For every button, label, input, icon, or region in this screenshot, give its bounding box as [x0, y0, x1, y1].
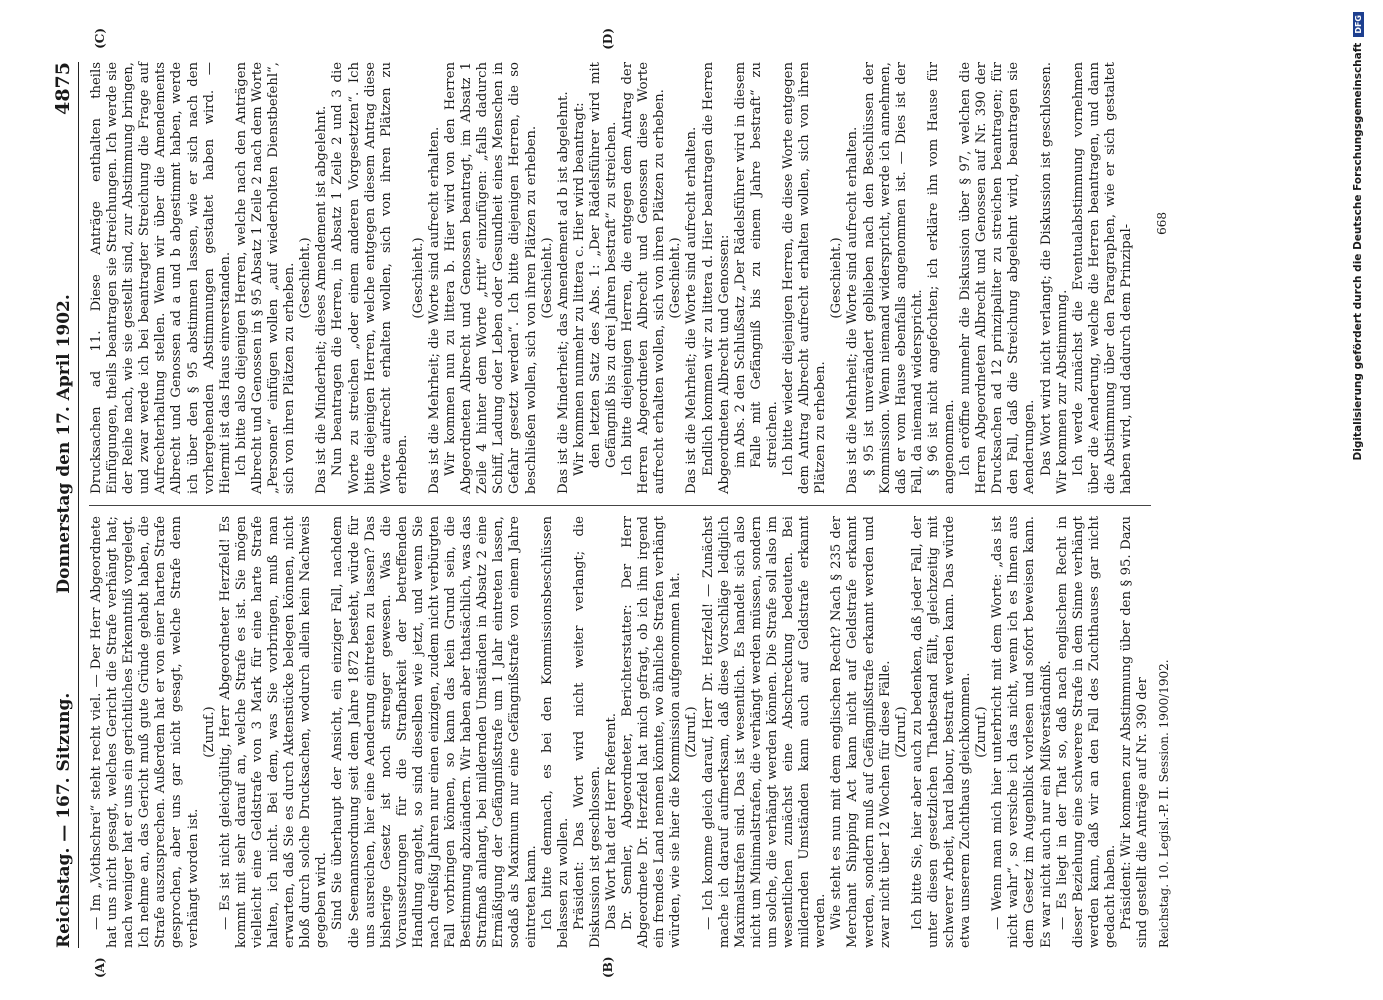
paragraph: — Ich komme gleich darauf, Herr Dr. Herzfeld! — Zunächst mache ich darauf aufmerksam, daß diese Vorschläge lediglich Maximalstrafen sind. Das ist wesentlich. Es handelt sich also nicht um Minimalstrafen, die verhängt werden müssen, sondern um solche, die verhängt werden können. Die Strafe soll also im wesentlichen zunächst eine Abschreckung bedeuten. Bei mildernden Umständen kann auch auf Geldstrafe erkannt werden.	[700, 516, 829, 948]
paragraph: Ich bitte wieder diejenigen Herren, die diese Worte entgegen dem Antrag Albrecht aufrecht erhalten wollen, sich von ihren Plätzen zu erheben.	[781, 62, 829, 494]
paragraph: Ich bitte Sie, hier aber auch zu bedenken, daß jeder Fall, der unter diesen gesetzlichen Thatbestand fällt, gleichzeitig mit schwerer Arbeit, hard labour, bestraft werden kann. Das würde etwa unserem Zuchthaus gleichkommen.	[909, 516, 974, 948]
paragraph: — Es ist nicht gleichgültig, Herr Abgeordneter Herzfeld! Es kommt mit sehr darauf an, welche Strafe es ist. Sie mögen vielleicht eine Geldstrafe von 3 Mark für eine harte Strafe halten, ich nicht. Bei dem, was Sie vorbringen, muß man erwarten, daß Sie es durch Aktenstücke belegen können, nicht bloß durch solche Drucksachen, wodurch allein kein Nachweis gegeben wird.	[217, 516, 330, 948]
paragraph: § 96 ist nicht angefochten; ich erkläre ihn vom Hause für angenommen.	[925, 62, 957, 494]
paragraph: Das Wort wird nicht verlangt; die Diskussion ist geschlossen. Wir kommen zur Abstimmung.	[1038, 62, 1070, 494]
paragraph: Ich eröffne nunmehr die Diskussion über § 97, welchen die Herren Abgeordneten Albrecht und Genossen auf Nr. 390 der Drucksachen ad 12 prinzipaliter zu streichen beantragen; für den Fall, daß die Streichung abgelehnt wird, beantragen sie Aenderungen.	[958, 62, 1038, 494]
interjection: (Geschieht.)	[410, 237, 426, 319]
paragraph: Wir kommen nun zu littera b. Hier wird von den Herren Abgeordneten Albrecht und Genossen beantragt, im Absatz 1 Zeile 4 hinter dem Worte „tritt“ einzufügen: „falls dadurch Schiff, Ladung oder Leben oder Gesundheit eines Menschen in Gefahr gesetzt werden“. Ich bitte diejenigen Herren, die so beschließen wollen, sich von ihren Plätzen zu erheben.	[443, 62, 539, 494]
interjection: (Geschieht.)	[668, 237, 684, 319]
margin-marker-d: (D)	[601, 28, 615, 50]
interjection: (Zuruf.)	[201, 706, 217, 758]
margin-marker-a: (A)	[93, 957, 107, 978]
credit-text: Digitalisierung gefördert durch die Deutsche Forschungsgemeinschaft	[1352, 42, 1364, 461]
page-header	[44, 62, 79, 948]
interjection: (Zuruf.)	[684, 706, 700, 758]
paragraph: Ich bitte diejenigen Herren, die entgegen dem Antrag der Herren Abgeordneten Albrecht und Genossen diese Worte aufrecht erhalten wollen, sich von ihren Plätzen zu erheben.	[620, 62, 668, 494]
paragraph: Drucksachen ad 11. Diese Anträge enthalten theils Einfügungen, theils beantragen sie Streichungen. Ich werde sie der Reihe nach, wie sie gestellt sind, zur Abstimmung bringen, und zwar werde ich bei beantragter Streichung die Frage auf Aufrechterhaltung stellen. Wenn wir über die Amendements Albrecht und Genossen ad a und b abgestimmt haben, werde ich über den § 95 abstimmen lassen, wie er sich nach den vorhergehenden Abstimmungen gestaltet haben wird. — Hiermit ist das Haus einverstanden.	[89, 62, 233, 494]
header-date: Donnerstag den 17. April 1902.	[54, 294, 74, 594]
interjection: (Geschieht.)	[829, 237, 845, 319]
paragraph: Ich bitte also diejenigen Herren, welche nach den Anträgen Albrecht und Genossen in § 95 Absatz 1 Zeile 2 nach dem Worte „Personen“ einfügen wollen „auf wiederholten Dienstbefehl“, sich von ihren Plätzen zu erheben.	[233, 62, 298, 494]
right-column	[89, 28, 1151, 494]
paragraph: Präsident: Wir kommen zur Abstimmung über den § 95. Dazu sind gestellt die Anträge auf Nr. 390 der	[1119, 516, 1151, 948]
paragraph: — Wenn man mich hier unterbricht mit dem Worte: „das ist nicht wahr“, so versiche ich das nicht, wenn ich es Ihnen aus dem Gesetz im Augenblick vorlesen und sofort beweisen kann. Es war nicht auch nur ein Mißverständniß.	[990, 516, 1054, 948]
text-columns	[89, 28, 1151, 978]
paragraph: Präsident: Das Wort wird nicht weiter verlangt; die Diskussion ist geschlossen.	[571, 516, 603, 948]
margin-marker-b: (B)	[601, 956, 615, 978]
interjection: (Geschieht.)	[298, 237, 314, 319]
paragraph: Ich bitte demnach, es bei den Kommissionsbeschlüssen belassen zu wollen.	[539, 516, 571, 948]
paragraph: Dr. Semler, Abgeordneter, Berichterstatter: Der Herr Abgeordnete Dr. Herzfeld hat mich gefragt, ob ich ihm irgend ein fremdes Land nennen könnte, wo ähnliche Strafen verhängt würden, wie sie hier die Kommission aufgenommen hat.	[620, 516, 684, 948]
header-page-number: 4875	[52, 62, 74, 115]
left-column	[89, 516, 1151, 978]
page-footer	[1157, 62, 1171, 948]
paragraph: Sind Sie überhaupt der Ansicht, ein einziger Fall, nachdem die Seemannsordnung seit dem Jahre 1872 besteht, würde für uns ausreichen, hier eine Aenderung eintreten zu lassen? Das bisherige Gesetz ist noch strenger gewesen. Was die Voraussetzungen für die Strafbarkeit der betreffenden Handlung angeht, so sind dieselben wie jetzt, und wenn Sie nach dreißig Jahren nur einen einzigen, zudem nicht verbürgten Fall vorbringen können, so kann das kein Grund sein, die Bestimmung abzuändern. Wir haben aber thatsächlich, was das Strafmaß anlangt, bei mildernden Umständen in Absatz 2 eine Ermäßigung der Gefängnißstrafe um 1 Jahr eintreten lassen, sodaß als Maximum nur eine Gefängnißstrafe von einem Jahre eintreten kann.	[330, 516, 539, 948]
paragraph: Das ist die Mehrheit; die Worte sind aufrecht erhalten.	[845, 126, 861, 494]
paragraph: § 95 ist unverändert geblieben nach den Beschlüssen der Kommission. Wenn niemand widerspricht, werde ich annehmen, daß er vom Hause ebenfalls angenommen ist. — Dies ist der Fall, da niemand widerspricht.	[861, 62, 925, 494]
quoted-motion: im Abs. 2 den Schlußsatz „Der Rädelsführer wird in diesem Falle mit Gefängniß bis zu einem Jahre bestraft“ zu streichen.	[732, 62, 780, 468]
paragraph: Endlich kommen wir zu littera d. Hier beantragen die Herren Abgeordneten Albrecht und Genossen:	[700, 62, 732, 494]
interjection: (Geschieht.)	[539, 237, 555, 319]
quoted-motion: den letzten Satz des Abs. 1: „Der Rädelsführer wird mit Gefängniß bis zu drei Jahren bestraft“ zu streichen.	[587, 62, 619, 468]
dfg-logo: DFG	[1353, 12, 1364, 37]
digitization-credit	[1351, 12, 1365, 982]
header-session: Reichstag. — 167. Sitzung.	[54, 692, 74, 948]
paragraph: Das ist die Mehrheit; die Worte sind aufrecht erhalten.	[684, 126, 700, 494]
paragraph: Das ist die Mehrheit; die Worte sind aufrecht erhalten.	[426, 126, 442, 494]
margin-marker-c: (C)	[93, 28, 107, 49]
paragraph: — Im „Vothschrei“ steht recht viel. — Der Herr Abgeordnete hat uns nicht gesagt, welches Gericht die Strafe verhängt hat; nach weniger hat er uns ein gerichtliches Erkenntniß vorgelegt. Ich nehme an, das Gericht muß gute Gründe gehabt haben, die Strafe auszusprechen. Außerdem hat er von einer harten Strafe gesprochen, aber uns gar nicht gesagt, welche Strafe denn verhängt worden ist.	[89, 516, 201, 948]
paragraph: Das ist die Minderheit; dieses Amendement ist abgelehnt.	[314, 105, 330, 494]
paragraph: Wir kommen nunmehr zu littera c. Hier wird beantragt:	[571, 102, 587, 476]
interjection: (Zuruf.)	[974, 706, 990, 758]
interjection: (Zuruf.)	[893, 706, 909, 758]
paragraph: — Es liegt in der That so, daß nach englischem Recht in dieser Beziehung eine schwerere Strafe in dem Sinne verhängt werden kann, daß wir an den Fall des Zuchthauses gar nicht gedacht haben.	[1054, 516, 1118, 948]
paragraph: Ich werde zunächst die Eventualabstimmung vornehmen über die Aenderung, welche die Herren beantragen, und dann die Abstimmung über den Paragraphen, wie er sich gestaltet haben wird, und dadurch dem Prinzipal-	[1070, 62, 1134, 494]
paragraph: Das ist die Minderheit; das Amendement ad b ist abgelehnt.	[555, 91, 571, 494]
paragraph: Wie steht es nun mit dem englischen Recht? Nach § 235 der Merchant Shipping Act kann nicht auf Geldstrafe erkannt werden, sondern muß auf Gefängnißstrafe erkannt werden und zwar nicht über 12 Wochen für diese Fälle.	[829, 516, 893, 948]
paragraph: Das Wort hat der Herr Referent.	[604, 713, 619, 930]
footer-legislature: Reichstag. 10. Legisl.-P. II. Session. 1900/1902.	[1157, 659, 1172, 948]
paragraph: Nun beantragen die Herren, in Absatz 1 Zeile 2 und 3 die Worte zu streichen „oder einem anderen Vorgesetzten“. Ich bitte diejenigen Herren, welche entgegen diesem Antrag diese Worte aufrecht erhalten wollen, sich von ihren Plätzen zu erheben.	[330, 62, 410, 494]
footer-page-number: 668	[1155, 212, 1170, 235]
